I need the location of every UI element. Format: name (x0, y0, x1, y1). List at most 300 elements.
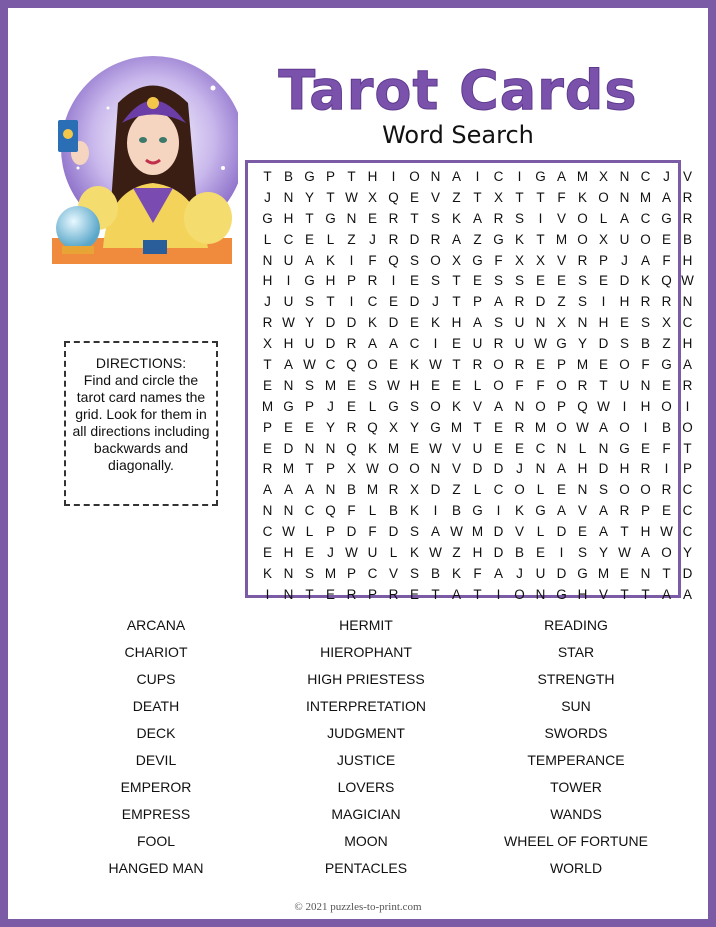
grid-letter[interactable]: O (493, 357, 504, 373)
grid-letter[interactable]: E (514, 440, 524, 456)
grid-letter[interactable]: R (388, 586, 399, 602)
grid-letter[interactable]: V (430, 189, 440, 205)
grid-letter[interactable]: N (598, 440, 609, 456)
grid-letter[interactable]: N (619, 189, 630, 205)
grid-letter[interactable]: H (367, 169, 378, 184)
grid-letter[interactable]: C (304, 503, 315, 519)
grid-letter[interactable]: E (598, 357, 608, 373)
grid-letter[interactable]: C (682, 524, 693, 540)
grid-letter[interactable]: T (452, 294, 461, 310)
grid-letter[interactable]: E (325, 586, 335, 602)
grid-letter[interactable]: R (493, 336, 504, 352)
grid-letter[interactable]: O (409, 169, 420, 184)
grid-letter[interactable]: E (619, 315, 629, 331)
grid-letter[interactable]: J (663, 169, 670, 184)
grid-letter[interactable]: I (286, 273, 291, 289)
grid-letter[interactable]: C (409, 336, 420, 352)
grid-letter[interactable]: A (430, 524, 440, 540)
grid-letter[interactable]: G (661, 210, 672, 226)
grid-letter[interactable]: D (430, 482, 441, 498)
grid-letter[interactable]: M (576, 169, 589, 184)
grid-letter[interactable]: J (264, 189, 271, 205)
grid-letter[interactable]: B (283, 169, 293, 184)
grid-letter[interactable]: A (451, 169, 461, 184)
grid-letter[interactable]: L (263, 231, 272, 247)
grid-letter[interactable]: U (304, 336, 315, 352)
grid-letter[interactable]: X (556, 315, 566, 331)
grid-letter[interactable]: X (262, 336, 272, 352)
grid-letter[interactable]: I (559, 545, 564, 561)
grid-letter[interactable]: K (430, 315, 440, 331)
grid-letter[interactable]: T (683, 440, 692, 456)
grid-letter[interactable]: W (282, 524, 295, 540)
grid-letter[interactable]: Q (325, 503, 336, 519)
grid-letter[interactable]: P (367, 586, 377, 602)
grid-letter[interactable]: T (620, 524, 629, 540)
grid-letter[interactable]: J (516, 565, 523, 581)
grid-letter[interactable]: D (598, 336, 609, 352)
grid-letter[interactable]: Z (452, 545, 461, 561)
grid-letter[interactable]: S (493, 315, 503, 331)
grid-letter[interactable]: W (660, 524, 673, 540)
grid-letter[interactable]: U (535, 565, 546, 581)
grid-letter[interactable]: H (619, 461, 630, 477)
grid-letter[interactable]: W (345, 545, 358, 561)
grid-letter[interactable]: V (577, 503, 587, 519)
grid-letter[interactable]: L (599, 210, 608, 226)
grid-letter[interactable]: S (598, 482, 608, 498)
grid-letter[interactable]: O (493, 377, 504, 393)
grid-letter[interactable]: L (368, 398, 377, 414)
grid-letter[interactable]: O (388, 461, 399, 477)
grid-letter[interactable]: A (388, 336, 398, 352)
grid-letter[interactable]: A (472, 210, 482, 226)
grid-letter[interactable]: U (514, 336, 525, 352)
grid-letter[interactable]: V (598, 586, 608, 602)
grid-letter[interactable]: J (264, 294, 271, 310)
grid-letter[interactable]: E (577, 524, 587, 540)
grid-letter[interactable]: E (598, 273, 608, 289)
grid-letter[interactable]: S (304, 294, 314, 310)
grid-letter[interactable]: E (367, 210, 377, 226)
grid-letter[interactable]: Y (325, 419, 335, 435)
grid-letter[interactable]: M (597, 565, 610, 581)
grid-letter[interactable]: Y (304, 315, 314, 331)
grid-letter[interactable]: T (263, 169, 272, 184)
grid-letter[interactable]: I (433, 336, 438, 352)
grid-letter[interactable]: M (324, 377, 337, 393)
grid-letter[interactable]: M (639, 189, 652, 205)
grid-letter[interactable]: Y (682, 545, 692, 561)
grid-letter[interactable]: O (556, 419, 567, 435)
grid-letter[interactable]: W (576, 419, 589, 435)
grid-letter[interactable]: G (472, 252, 483, 268)
grid-letter[interactable]: W (534, 336, 547, 352)
grid-letter[interactable]: S (640, 315, 650, 331)
grid-letter[interactable]: F (473, 565, 482, 581)
grid-letter[interactable]: A (640, 252, 650, 268)
grid-letter[interactable]: H (640, 398, 651, 414)
grid-letter[interactable]: V (682, 169, 692, 184)
grid-letter[interactable]: U (514, 315, 525, 331)
grid-letter[interactable]: M (261, 398, 274, 414)
grid-letter[interactable]: I (349, 294, 354, 310)
grid-letter[interactable]: R (430, 231, 441, 247)
grid-letter[interactable]: R (388, 210, 399, 226)
grid-letter[interactable]: R (682, 189, 693, 205)
grid-letter[interactable]: E (409, 189, 419, 205)
grid-letter[interactable]: W (597, 398, 610, 414)
grid-letter[interactable]: R (640, 294, 651, 310)
grid-letter[interactable]: A (619, 210, 629, 226)
grid-letter[interactable]: I (517, 169, 522, 184)
grid-letter[interactable]: T (326, 294, 335, 310)
grid-letter[interactable]: E (472, 273, 482, 289)
grid-letter[interactable]: Y (304, 189, 314, 205)
grid-letter[interactable]: S (514, 210, 524, 226)
grid-letter[interactable]: N (535, 315, 546, 331)
grid-letter[interactable]: T (326, 189, 335, 205)
grid-letter[interactable]: O (409, 461, 420, 477)
grid-letter[interactable]: H (283, 336, 294, 352)
grid-letter[interactable]: K (262, 565, 272, 581)
grid-letter[interactable]: L (473, 377, 482, 393)
grid-letter[interactable]: Y (598, 545, 608, 561)
grid-letter[interactable]: W (303, 357, 316, 373)
grid-letter[interactable]: A (682, 357, 692, 373)
grid-letter[interactable]: P (346, 273, 356, 289)
grid-letter[interactable]: C (682, 315, 693, 331)
grid-letter[interactable]: V (451, 440, 461, 456)
grid-letter[interactable]: I (265, 586, 270, 602)
grid-letter[interactable]: N (535, 586, 546, 602)
grid-letter[interactable]: N (682, 294, 693, 310)
grid-letter[interactable]: V (556, 252, 566, 268)
grid-letter[interactable]: S (409, 524, 419, 540)
grid-letter[interactable]: S (367, 377, 377, 393)
grid-letter[interactable]: C (682, 503, 693, 519)
grid-letter[interactable]: X (388, 419, 398, 435)
grid-letter[interactable]: N (283, 377, 294, 393)
grid-letter[interactable]: N (262, 252, 273, 268)
grid-letter[interactable]: D (346, 524, 357, 540)
grid-letter[interactable]: F (494, 252, 503, 268)
grid-letter[interactable]: C (367, 565, 378, 581)
grid-letter[interactable]: J (516, 461, 523, 477)
grid-letter[interactable]: W (345, 189, 358, 205)
grid-letter[interactable]: D (682, 565, 693, 581)
grid-letter[interactable]: O (514, 482, 525, 498)
grid-letter[interactable]: A (493, 294, 503, 310)
grid-letter[interactable]: A (262, 482, 272, 498)
grid-letter[interactable]: S (619, 336, 629, 352)
grid-letter[interactable]: S (430, 273, 440, 289)
grid-letter[interactable]: T (431, 586, 440, 602)
grid-letter[interactable]: O (430, 398, 441, 414)
grid-letter[interactable]: P (346, 565, 356, 581)
grid-letter[interactable]: X (535, 252, 545, 268)
grid-letter[interactable]: E (556, 273, 566, 289)
grid-letter[interactable]: D (556, 565, 567, 581)
grid-letter[interactable]: E (661, 231, 671, 247)
grid-letter[interactable]: L (389, 545, 398, 561)
grid-letter[interactable]: R (514, 419, 525, 435)
grid-letter[interactable]: I (496, 586, 501, 602)
grid-letter[interactable]: C (262, 524, 273, 540)
grid-letter[interactable]: R (262, 315, 273, 331)
grid-letter[interactable]: K (451, 565, 461, 581)
grid-letter[interactable]: L (473, 482, 482, 498)
grid-letter[interactable]: T (452, 273, 461, 289)
grid-letter[interactable]: O (619, 482, 630, 498)
grid-letter[interactable]: O (640, 231, 651, 247)
grid-letter[interactable]: E (451, 336, 461, 352)
grid-letter[interactable]: O (367, 357, 378, 373)
grid-letter[interactable]: T (473, 586, 482, 602)
grid-letter[interactable]: I (622, 398, 627, 414)
grid-letter[interactable]: W (366, 461, 379, 477)
grid-letter[interactable]: A (556, 503, 566, 519)
grid-letter[interactable]: D (409, 294, 420, 310)
grid-letter[interactable]: Z (473, 231, 482, 247)
grid-letter[interactable]: T (641, 586, 650, 602)
grid-letter[interactable]: G (472, 503, 483, 519)
grid-letter[interactable]: F (347, 503, 356, 519)
grid-letter[interactable]: K (367, 440, 377, 456)
grid-letter[interactable]: N (283, 503, 294, 519)
grid-letter[interactable]: N (577, 315, 588, 331)
grid-letter[interactable]: B (388, 503, 398, 519)
grid-letter[interactable]: D (493, 545, 504, 561)
grid-letter[interactable]: A (451, 586, 461, 602)
grid-letter[interactable]: B (430, 565, 440, 581)
grid-letter[interactable]: H (451, 315, 462, 331)
grid-letter[interactable]: N (346, 210, 357, 226)
grid-letter[interactable]: O (619, 419, 630, 435)
grid-letter[interactable]: O (682, 419, 693, 435)
grid-letter[interactable]: R (346, 419, 357, 435)
grid-letter[interactable]: W (450, 524, 463, 540)
grid-letter[interactable]: Q (367, 419, 378, 435)
grid-letter[interactable]: I (643, 419, 648, 435)
grid-letter[interactable]: W (429, 440, 442, 456)
grid-letter[interactable]: Y (577, 336, 587, 352)
grid-letter[interactable]: Q (346, 440, 357, 456)
grid-letter[interactable]: K (325, 252, 335, 268)
grid-letter[interactable]: I (349, 252, 354, 268)
grid-letter[interactable]: S (577, 273, 587, 289)
grid-letter[interactable]: Z (347, 231, 356, 247)
grid-letter[interactable]: D (388, 524, 399, 540)
grid-letter[interactable]: F (536, 377, 545, 393)
grid-letter[interactable]: D (493, 524, 504, 540)
grid-letter[interactable]: R (514, 357, 525, 373)
grid-letter[interactable]: H (682, 252, 693, 268)
grid-letter[interactable]: M (555, 231, 568, 247)
grid-letter[interactable]: Z (662, 336, 671, 352)
grid-letter[interactable]: J (327, 545, 334, 561)
grid-letter[interactable]: R (661, 294, 672, 310)
grid-letter[interactable]: N (262, 503, 273, 519)
grid-letter[interactable]: E (388, 357, 398, 373)
grid-letter[interactable]: L (536, 524, 545, 540)
grid-letter[interactable]: E (304, 231, 314, 247)
grid-letter[interactable]: N (325, 440, 336, 456)
grid-letter[interactable]: H (598, 315, 609, 331)
grid-letter[interactable]: E (430, 377, 440, 393)
grid-letter[interactable]: H (283, 545, 294, 561)
grid-letter[interactable]: E (346, 377, 356, 393)
grid-letter[interactable]: G (262, 210, 273, 226)
grid-letter[interactable]: T (452, 357, 461, 373)
grid-letter[interactable]: O (661, 398, 672, 414)
grid-letter[interactable]: P (325, 461, 335, 477)
grid-letter[interactable]: C (640, 169, 651, 184)
grid-letter[interactable]: F (368, 524, 377, 540)
grid-letter[interactable]: E (283, 419, 293, 435)
grid-letter[interactable]: T (410, 210, 419, 226)
grid-letter[interactable]: I (391, 273, 396, 289)
grid-letter[interactable]: E (661, 377, 671, 393)
grid-letter[interactable]: A (556, 169, 566, 184)
grid-letter[interactable]: N (304, 440, 315, 456)
grid-letter[interactable]: D (346, 315, 357, 331)
grid-letter[interactable]: N (283, 189, 294, 205)
grid-letter[interactable]: D (493, 461, 504, 477)
grid-letter[interactable]: N (430, 169, 441, 184)
grid-letter[interactable]: T (263, 357, 272, 373)
grid-letter[interactable]: I (664, 461, 669, 477)
grid-letter[interactable]: A (493, 398, 503, 414)
grid-letter[interactable]: U (283, 252, 294, 268)
grid-letter[interactable]: L (326, 231, 335, 247)
grid-letter[interactable]: H (472, 545, 483, 561)
grid-letter[interactable]: N (619, 169, 630, 184)
grid-letter[interactable]: K (409, 503, 419, 519)
grid-letter[interactable]: L (578, 440, 587, 456)
grid-letter[interactable]: B (346, 482, 356, 498)
grid-letter[interactable]: Q (388, 189, 399, 205)
grid-letter[interactable]: Q (661, 273, 672, 289)
grid-letter[interactable]: D (619, 273, 630, 289)
grid-letter[interactable]: S (304, 565, 314, 581)
grid-letter[interactable]: S (577, 545, 587, 561)
grid-letter[interactable]: G (619, 440, 630, 456)
grid-letter[interactable]: M (282, 461, 295, 477)
grid-letter[interactable]: V (388, 565, 398, 581)
grid-letter[interactable]: P (640, 503, 650, 519)
grid-letter[interactable]: Q (388, 252, 399, 268)
grid-letter[interactable]: N (577, 482, 588, 498)
grid-letter[interactable]: E (304, 419, 314, 435)
grid-letter[interactable]: C (682, 482, 693, 498)
grid-letter[interactable]: M (576, 357, 589, 373)
grid-letter[interactable]: P (682, 461, 692, 477)
grid-letter[interactable]: X (598, 169, 608, 184)
grid-letter[interactable]: S (493, 273, 503, 289)
grid-letter[interactable]: Z (452, 189, 461, 205)
grid-letter[interactable]: H (325, 273, 336, 289)
grid-letter[interactable]: W (681, 273, 694, 289)
grid-letter[interactable]: G (283, 398, 294, 414)
grid-letter[interactable]: O (619, 357, 630, 373)
grid-letter[interactable]: H (640, 524, 651, 540)
grid-letter[interactable]: C (325, 357, 336, 373)
grid-letter[interactable]: I (538, 210, 543, 226)
grid-letter[interactable]: N (556, 440, 567, 456)
grid-letter[interactable]: G (577, 565, 588, 581)
grid-letter[interactable]: J (369, 231, 376, 247)
grid-letter[interactable]: U (619, 231, 630, 247)
grid-letter[interactable]: O (556, 377, 567, 393)
grid-letter[interactable]: P (556, 357, 566, 373)
grid-letter[interactable]: O (640, 482, 651, 498)
grid-letter[interactable]: A (640, 545, 650, 561)
grid-letter[interactable]: K (514, 231, 524, 247)
grid-letter[interactable]: X (598, 231, 608, 247)
grid-letter[interactable]: A (598, 503, 608, 519)
grid-letter[interactable]: R (472, 357, 483, 373)
grid-letter[interactable]: H (619, 294, 630, 310)
grid-letter[interactable]: R (661, 482, 672, 498)
grid-letter[interactable]: U (472, 336, 483, 352)
grid-letter[interactable]: O (661, 545, 672, 561)
grid-letter[interactable]: H (577, 461, 588, 477)
grid-letter[interactable]: G (556, 586, 567, 602)
grid-letter[interactable]: Q (346, 357, 357, 373)
grid-letter[interactable]: R (346, 336, 357, 352)
grid-letter[interactable]: E (661, 503, 671, 519)
grid-letter[interactable]: O (577, 210, 588, 226)
grid-letter[interactable]: W (429, 545, 442, 561)
grid-letter[interactable]: R (514, 294, 525, 310)
grid-letter[interactable]: R (619, 503, 630, 519)
grid-letter[interactable]: X (451, 252, 461, 268)
grid-letter[interactable]: M (534, 419, 547, 435)
grid-letter[interactable]: R (367, 273, 378, 289)
grid-letter[interactable]: G (535, 169, 546, 184)
grid-letter[interactable]: E (409, 273, 419, 289)
grid-letter[interactable]: O (598, 189, 609, 205)
grid-letter[interactable]: E (535, 357, 545, 373)
grid-letter[interactable]: A (283, 357, 293, 373)
grid-letter[interactable]: E (262, 545, 272, 561)
grid-letter[interactable]: L (305, 524, 314, 540)
grid-letter[interactable]: G (661, 357, 672, 373)
grid-letter[interactable]: P (262, 419, 272, 435)
grid-letter[interactable]: T (305, 210, 314, 226)
grid-letter[interactable]: I (685, 398, 690, 414)
grid-letter[interactable]: D (409, 231, 420, 247)
grid-letter[interactable]: E (451, 377, 461, 393)
grid-letter[interactable]: K (409, 357, 419, 373)
grid-letter[interactable]: F (662, 440, 671, 456)
grid-letter[interactable]: N (430, 461, 441, 477)
grid-letter[interactable]: H (682, 336, 693, 352)
grid-letter[interactable]: C (367, 294, 378, 310)
grid-letter[interactable]: H (283, 210, 294, 226)
grid-letter[interactable]: K (640, 273, 650, 289)
grid-letter[interactable]: N (640, 565, 651, 581)
grid-letter[interactable]: R (346, 586, 357, 602)
grid-letter[interactable]: W (429, 357, 442, 373)
grid-letter[interactable]: S (430, 210, 440, 226)
grid-letter[interactable]: I (601, 294, 606, 310)
grid-letter[interactable]: E (409, 586, 419, 602)
grid-letter[interactable]: Z (452, 482, 461, 498)
grid-letter[interactable]: M (450, 419, 463, 435)
grid-letter[interactable]: E (262, 377, 272, 393)
